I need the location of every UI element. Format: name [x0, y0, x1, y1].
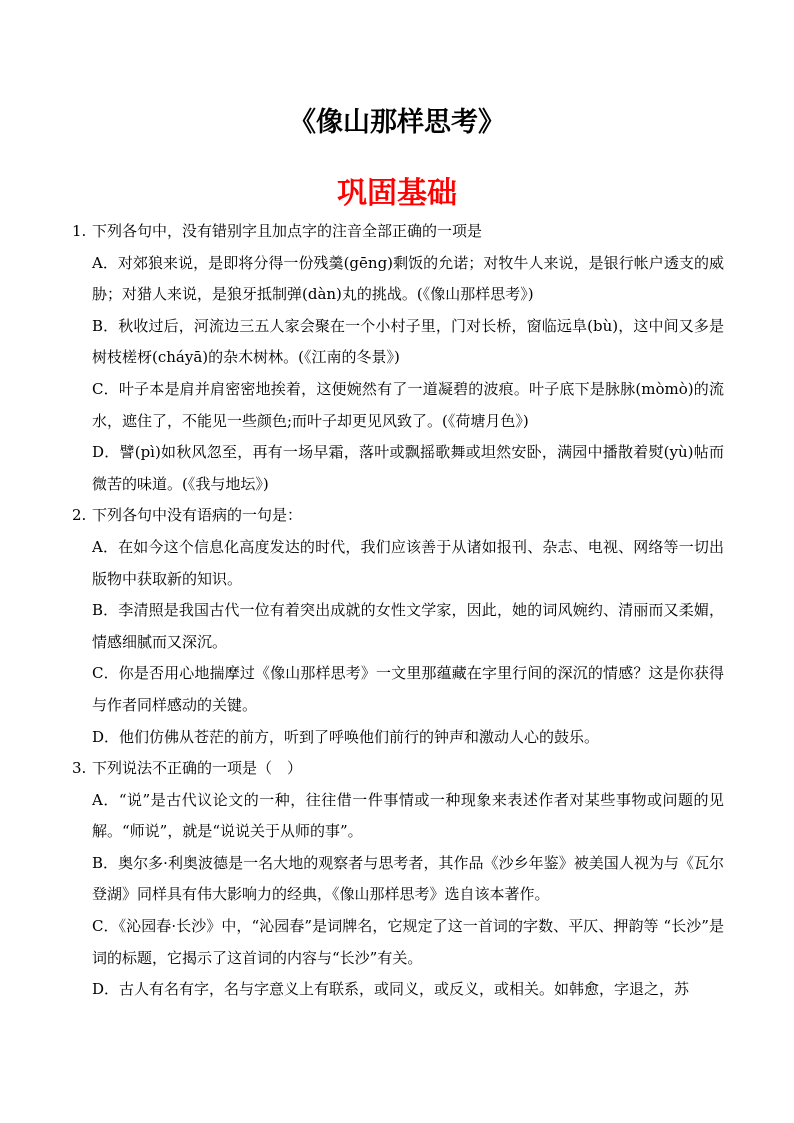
option-d: D．他们仿佛从苍茫的前方，听到了呼唤他们前行的钟声和激动人心的鼓乐。 [92, 727, 600, 746]
option-c: C．《沁园春·长沙》中，“沁园春”是词牌名，它规定了这一首词的字数、平仄、押韵等 “长沙”是词的标题，它揭示了这首词的内容与“长沙”有关。 [92, 917, 724, 967]
option-a: A．“说”是古代议论文的一种，往往借一件事情或一种现象来表述作者对某些事物或问题的见解。“师说”，就是“说说关于从师的事”。 [92, 790, 724, 841]
option-b: B．李清照是我国古代一位有着突出成就的女性文学家，因此，她的词风婉约、清丽而又柔媚，情感细腻而又深沉。 [92, 601, 724, 651]
question-stem: 下列各句中没有语病的一句是： [92, 506, 303, 525]
question-stem: 下列说法不正确的一项是（ ） [92, 759, 303, 778]
option-a: A．对郊狼来说，是即将分得一份残羹(gēng)剩饭的允诺；对牧牛人来说，是银行帐户透支的威胁；对猎人来说，是狼牙抵制弹(dàn)丸的挑战。(《像山那样思考》) [92, 253, 724, 304]
section-heading: 巩固基础 [337, 176, 457, 211]
option-c: C．叶子本是肩并肩密密地挨着，这便婉然有了一道凝碧的波痕。叶子底下是脉脉(mòmò)的流水，遮住了，不能见一些颜色;而叶子却更见风致了。(《荷塘月色》) [92, 379, 724, 430]
option-b: B．秋收过后，河流边三五人家会聚在一个小村子里，门对长桥，窗临远阜(bù)，这中间又多是树枝槎枒(cháyā)的杂木树林。(《江南的冬景》) [92, 316, 724, 367]
option-d: D．譬(pì)如秋风忽至，再有一场早霜，落叶或飘摇歌舞或坦然安卧，满园中播散着熨(yù)帖而微苦的味道。(《我与地坛》) [92, 443, 724, 493]
question-item [72, 500, 724, 753]
option-c: C．你是否用心地揣摩过《像山那样思考》一文里那蕴藏在字里行间的深沉的情感？这是你获得与作者同样感动的关键。 [92, 664, 724, 714]
question-stem: 下列各句中，没有错别字且加点字的注音全部正确的一项是 [92, 222, 483, 240]
option-a: A．在如今这个信息化高度发达的时代，我们应该善于从诸如报刊、杂志、电视、网络等一切出版物中获取新的知识。 [92, 537, 724, 588]
option-b: B．奥尔多·利奥波德是一名大地的观察者与思考者，其作品《沙乡年鉴》被美国人视为与《瓦尔登湖》同样具有伟大影响力的经典，《像山那样思考》选自该本著作。 [92, 853, 724, 904]
question-item [72, 753, 724, 1006]
option-d: D．古人有名有字，名与字意义上有联系，或同义，或反义，或相关。如韩愈，字退之，苏 [92, 980, 690, 999]
question-item [72, 216, 724, 500]
question-number: 1. [72, 222, 87, 240]
question-list [72, 216, 724, 1006]
question-number: 3. [72, 759, 87, 778]
question-number: 2. [72, 506, 87, 525]
document-title: 《像山那样思考》 [289, 107, 505, 138]
